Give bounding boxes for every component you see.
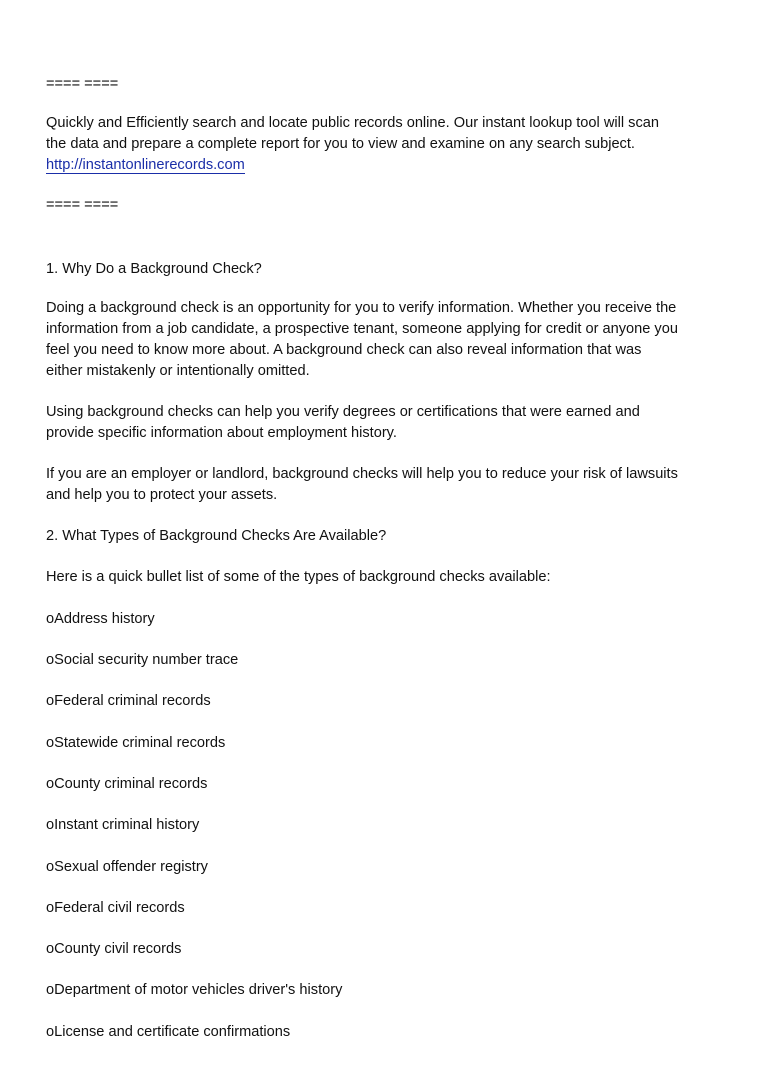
section1-para2-line1: Using background checks can help you verify degrees or certifications that were earned and [46,404,640,420]
intro-line-1: Quickly and Efficiently search and locate public records online. Our instant lookup tool will scan [46,115,659,131]
section1-para1-line4: either mistakenly or intentionally omitted. [46,363,310,379]
section2-intro: Here is a quick bullet list of some of the types of background checks available: [46,569,551,585]
list-item: oSexual offender registry [46,859,208,875]
records-link[interactable]: http://instantonlinerecords.com [46,157,245,173]
list-item: oFederal criminal records [46,693,211,709]
list-item: oSocial security number trace [46,652,239,668]
list-item: oStatewide criminal records [46,735,226,751]
section1-heading: 1. Why Do a Background Check? [46,261,262,277]
list-item: oAddress history [46,611,155,627]
intro-link-line [46,155,245,176]
section1-para3-line2: and help you to protect your assets. [46,487,278,503]
separator-top: ==== ==== [46,76,119,92]
list-item: oDepartment of motor vehicles driver's history [46,982,343,998]
list-item: oFederal civil records [46,900,185,916]
list-item: oLicense and certificate confirmations [46,1024,291,1040]
section1-para1-line1: Doing a background check is an opportunity for you to verify information. Whether you receive the [46,300,677,316]
section1-para1-line2: information from a job candidate, a prospective tenant, someone applying for credit or anyone you [46,321,678,337]
list-item: oCounty civil records [46,941,182,957]
separator-bottom: ==== ==== [46,197,119,213]
section1-para1-line3: feel you need to know more about. A background check can also reveal information that was [46,342,642,358]
section1-para2-line2: provide specific information about employment history. [46,425,397,441]
list-item: oCounty criminal records [46,776,208,792]
section1-para3-line1: If you are an employer or landlord, background checks will help you to reduce your risk of lawsuits [46,466,678,482]
section2-heading: 2. What Types of Background Checks Are Available? [46,528,387,544]
intro-line-2: the data and prepare a complete report for you to view and examine on any search subject. [46,136,635,152]
list-item: oInstant criminal history [46,817,200,833]
